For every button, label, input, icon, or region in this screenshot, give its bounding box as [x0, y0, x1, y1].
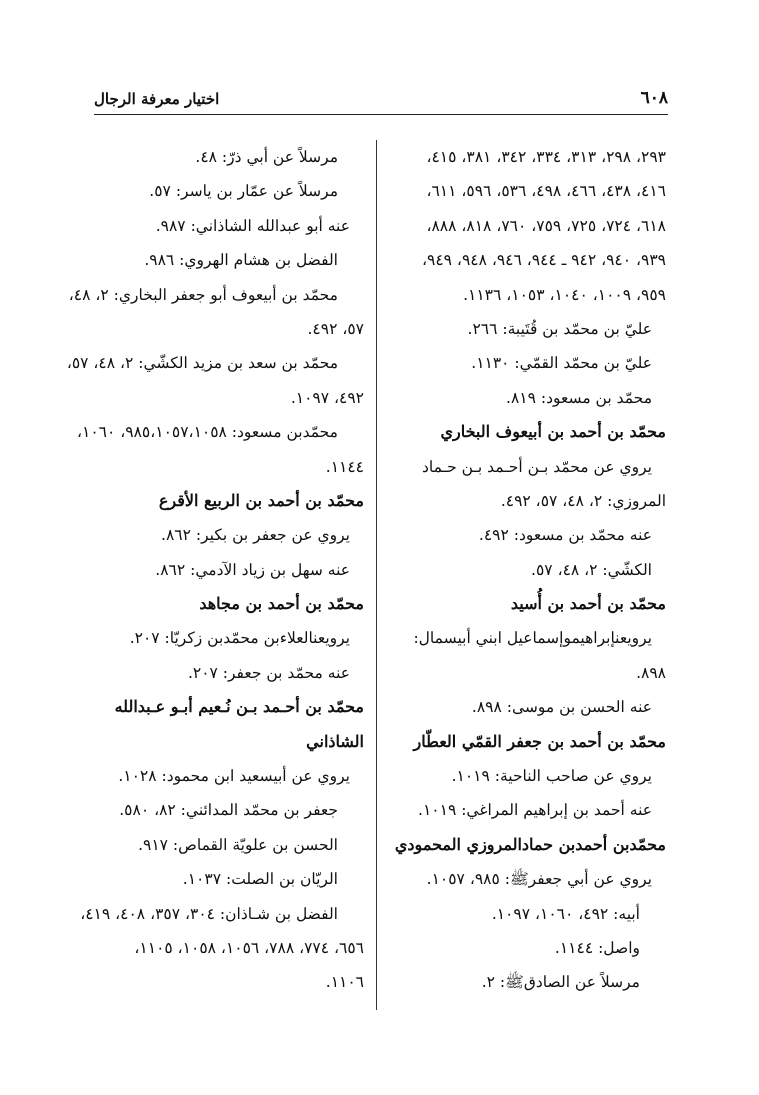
text-line: أبيه: ٤٩٢، ١٠٦٠، ١٠٩٧.: [491, 904, 640, 923]
text-line: عليّ بن محمّد القمّي: ١١٣٠.: [471, 354, 652, 373]
text-line: عليّ بن محمّد بن قُتَيبة: ٢٦٦.: [467, 319, 652, 338]
text-line: واصل: ١١٤٤.: [554, 938, 640, 957]
text-line: المروزي: ٢، ٤٨، ٥٧، ٤٩٢.: [500, 491, 666, 510]
text-line: مرسلاً عن عمّار بن ياسر: ٥٧.: [149, 182, 338, 201]
entry-heading: محمّدبن أحمدبن حمادالمروزي المحمودي: [394, 834, 666, 854]
text-line: محمّد بن سعد بن مزيد الكشّي: ٢، ٤٨، ٥٧،: [66, 354, 338, 373]
text-line: مرسلاً عن الصادقﷺ: ٢.: [481, 973, 640, 992]
text-line: محمّدبن مسعود: ٩٨٥،١٠٥٧،١٠٥٨، ١٠٦٠،: [77, 423, 338, 442]
text-line: ٨٩٨.: [636, 663, 666, 682]
column-divider: [376, 140, 377, 1010]
text-line: عنه أبو عبدالله الشاذاني: ٩٨٧.: [155, 216, 350, 235]
entry-heading: محمّد بن أحمد بن مجاهد: [199, 594, 364, 614]
left-column: [66, 140, 364, 1000]
entry-heading: محمّد بن أحمد بن جعفر القمّي العطّار: [413, 731, 666, 751]
text-line: يرويعنإبراهيموإسماعيل ابني أبيسمال:: [413, 629, 652, 648]
right-column: [392, 140, 666, 1000]
text-line: عنه محمّد بن مسعود: ٤٩٢.: [478, 526, 652, 545]
entry-heading: محمّد بن أحمد بن أُسيد: [510, 594, 666, 614]
text-line: يروي عن جعفر بن بكير: ٨٦٢.: [161, 526, 350, 545]
running-title: اختيار معرفة الرجال: [94, 90, 220, 108]
text-line: الفضل بن شـاذان: ٣٠٤، ٣٥٧، ٤٠٨، ٤١٩،: [80, 904, 338, 923]
text-line: يروي عن صاحب الناحية: ١٠١٩.: [451, 767, 652, 786]
text-line: الفضل بن هشام الهروي: ٩٨٦.: [144, 251, 338, 270]
text-line: عنه الحسن بن موسى: ٨٩٨.: [471, 698, 652, 717]
text-line: محمّد بن أبيعوف أبو جعفر البخاري: ٢، ٤٨،: [68, 285, 338, 304]
text-line: ٤١٦، ٤٣٨، ٤٦٦، ٤٩٨، ٥٣٦، ٥٩٦، ٦١١،: [426, 182, 666, 201]
text-line: يرويعنالعلاءبن محمّدبن زكريّا: ٢٠٧.: [129, 629, 350, 648]
text-line: محمّد بن مسعود: ٨١٩.: [506, 388, 652, 407]
entry-heading: محمّد بن أحمد بن أبيعوف البخاري: [440, 422, 666, 442]
text-line: ٢٩٣، ٢٩٨، ٣١٣، ٣٣٤، ٣٤٢، ٣٨١، ٤١٥،: [426, 148, 666, 166]
text-line: ٤٩٢، ١٠٩٧.: [290, 388, 364, 407]
text-line: الريّان بن الصلت: ١٠٣٧.: [182, 870, 338, 889]
text-line: مرسلاً عن أبي ذرّ: ٤٨.: [195, 148, 338, 166]
text-line: ٥٧، ٤٩٢.: [307, 319, 364, 338]
text-line: الحسن بن علويّة القماص: ٩١٧.: [138, 835, 338, 854]
page-number: ٦٠٨: [640, 88, 668, 108]
text-line: جعفر بن محمّد المدائني: ٨٢، ٥٨٠.: [119, 801, 338, 820]
text-line: عنه أحمد بن إبراهيم المراغي: ١٠١٩.: [418, 801, 652, 820]
text-line: يروي عن أبي جعفرﷺ: ٩٨٥، ١٠٥٧.: [426, 870, 652, 889]
text-line: ٦١٨، ٧٢٤، ٧٢٥، ٧٥٩، ٧٦٠، ٨١٨، ٨٨٨،: [426, 216, 666, 235]
text-line: يروي عن أبيسعيد ابن محمود: ١٠٢٨.: [118, 767, 350, 786]
text-line: عنه محمّد بن جعفر: ٢٠٧.: [187, 663, 350, 682]
page-header: [94, 82, 668, 115]
entry-heading: محمّد بن أحـمد بـن نُـعيم أبـو عـبدالله: [114, 697, 364, 717]
text-line: ٩٣٩، ٩٤٠، ٩٤٢ ـ ٩٤٤، ٩٤٦، ٩٤٨، ٩٤٩،: [422, 251, 666, 270]
text-line: ٦٥٦، ٧٧٤، ٧٨٨، ١٠٥٦، ١٠٥٨، ١١٠٥،: [134, 938, 364, 957]
entry-heading: الشاذاني: [306, 731, 364, 751]
text-line: ١١٠٦.: [325, 973, 364, 992]
entry-heading: محمّد بن أحمد بن الربيع الأقرع: [158, 490, 364, 510]
text-line: الكشّي: ٢، ٤٨، ٥٧.: [531, 560, 652, 579]
text-line: عنه سهل بن زياد الآدمي: ٨٦٢.: [155, 560, 350, 579]
text-line: ١١٤٤.: [325, 457, 364, 476]
text-line: ٩٥٩، ١٠٠٩، ١٠٤٠، ١٠٥٣، ١١٣٦.: [463, 285, 666, 304]
text-line: يروي عن محمّد بـن أحـمد بـن حـماد: [421, 457, 652, 476]
